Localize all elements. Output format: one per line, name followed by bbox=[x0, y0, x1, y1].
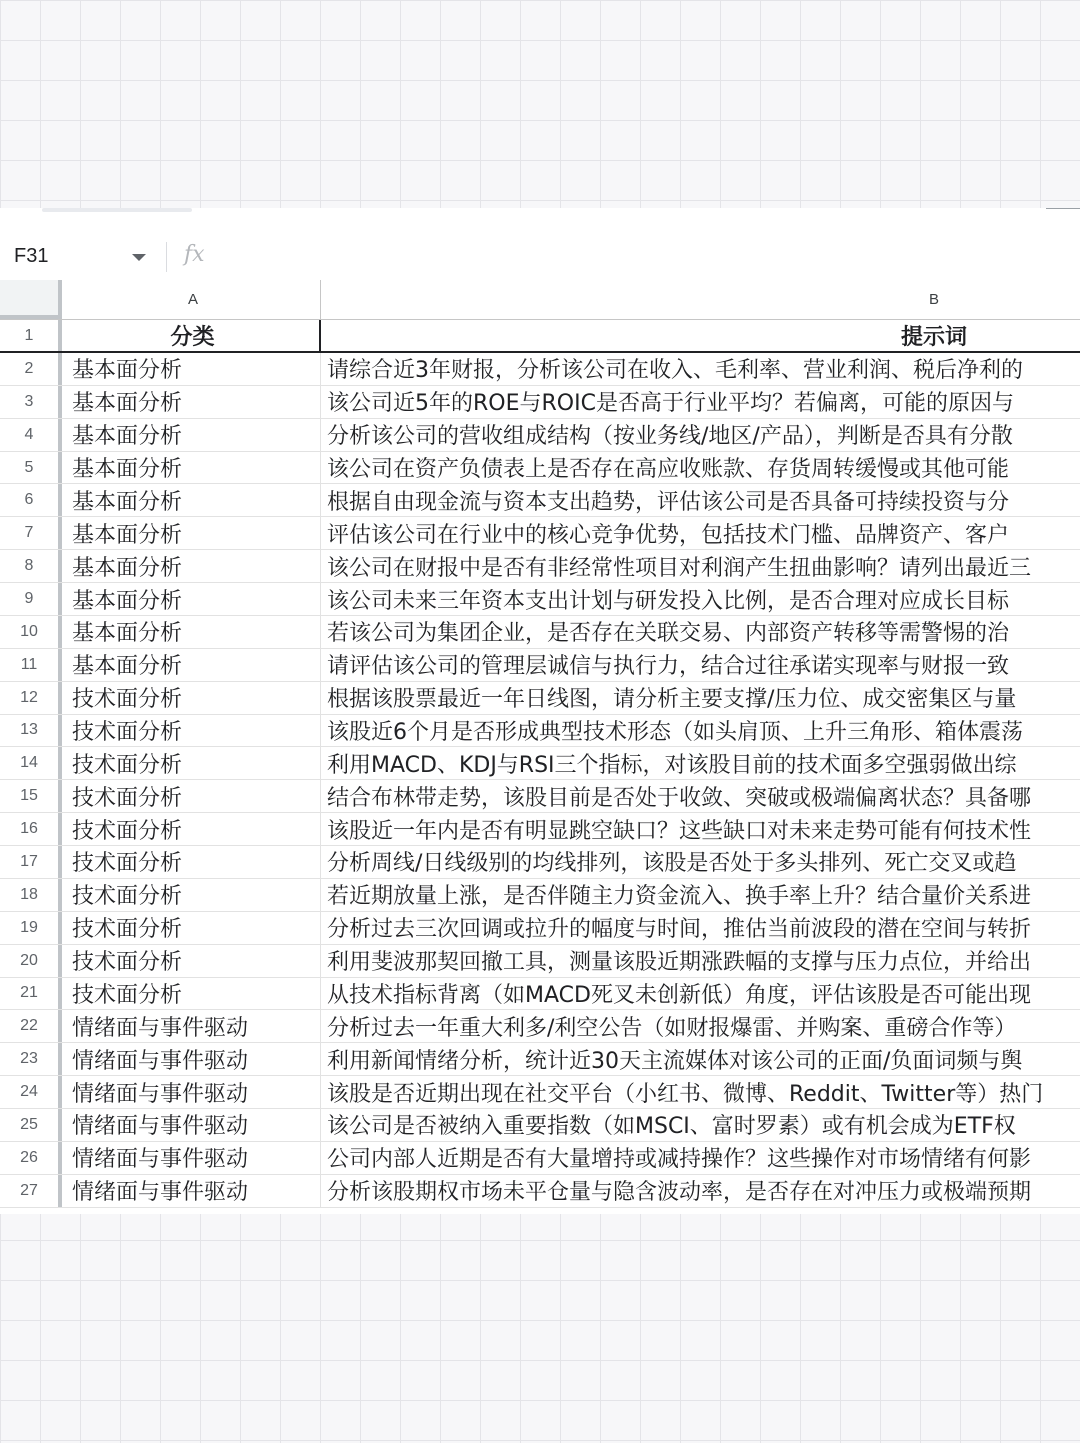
row-number[interactable]: 1 bbox=[0, 320, 62, 351]
cell-category[interactable]: 基本面分析 bbox=[66, 419, 321, 451]
table-row bbox=[0, 1175, 1080, 1208]
cell-category[interactable]: 基本面分析 bbox=[66, 616, 321, 648]
cell-category[interactable]: 技术面分析 bbox=[66, 846, 321, 878]
cell-prompt[interactable]: 结合布林带走势，该股目前是否处于收敛、突破或极端偏离状态？具备哪 bbox=[321, 780, 1080, 812]
table-row bbox=[0, 846, 1080, 879]
table-row bbox=[0, 452, 1080, 485]
cell-category[interactable]: 技术面分析 bbox=[66, 682, 321, 714]
cell-category[interactable]: 技术面分析 bbox=[66, 879, 321, 911]
table-row bbox=[0, 879, 1080, 912]
cell-category[interactable]: 基本面分析 bbox=[66, 484, 321, 516]
toolbar-edge-line bbox=[1046, 208, 1080, 209]
cell-category[interactable]: 情绪面与事件驱动 bbox=[66, 1043, 321, 1075]
top-toolbar-strip bbox=[0, 208, 1080, 234]
column-header-b[interactable]: B bbox=[321, 280, 1080, 319]
formula-bar-divider bbox=[166, 242, 167, 272]
row-number[interactable]: 4 bbox=[0, 419, 62, 451]
table-row bbox=[0, 715, 1080, 748]
cell-prompt[interactable]: 根据该股票最近一年日线图，请分析主要支撑/压力位、成交密集区与量 bbox=[321, 682, 1080, 714]
chevron-down-icon[interactable] bbox=[132, 254, 146, 261]
cell-prompt[interactable]: 该股是否近期出现在社交平台（小红书、微博、Reddit、Twitter等）热门 bbox=[321, 1076, 1080, 1108]
row-number[interactable]: 27 bbox=[0, 1175, 62, 1207]
row-number[interactable]: 19 bbox=[0, 912, 62, 944]
row-number[interactable]: 24 bbox=[0, 1076, 62, 1108]
cell-prompt[interactable]: 利用新闻情绪分析，统计近30天主流媒体对该公司的正面/负面词频与舆 bbox=[321, 1043, 1080, 1075]
row-number[interactable]: 16 bbox=[0, 813, 62, 845]
cell-prompt[interactable]: 若近期放量上涨，是否伴随主力资金流入、换手率上升？结合量价关系进 bbox=[321, 879, 1080, 911]
table-row bbox=[0, 912, 1080, 945]
cell-prompt[interactable]: 该公司未来三年资本支出计划与研发投入比例，是否合理对应成长目标 bbox=[321, 583, 1080, 615]
table-row bbox=[0, 419, 1080, 452]
cell-category[interactable]: 情绪面与事件驱动 bbox=[66, 1076, 321, 1108]
cell-category[interactable]: 技术面分析 bbox=[66, 978, 321, 1010]
row-number[interactable]: 2 bbox=[0, 353, 62, 385]
cell-prompt[interactable]: 分析该股期权市场未平仓量与隐含波动率，是否存在对冲压力或极端预期 bbox=[321, 1175, 1080, 1207]
cell-category[interactable]: 基本面分析 bbox=[66, 583, 321, 615]
header-cell-prompt[interactable]: 提示词 bbox=[321, 320, 1080, 351]
row-number[interactable]: 11 bbox=[0, 649, 62, 681]
table-row bbox=[0, 649, 1080, 682]
cell-category[interactable]: 技术面分析 bbox=[66, 715, 321, 747]
table-row bbox=[0, 780, 1080, 813]
cell-category[interactable]: 基本面分析 bbox=[66, 649, 321, 681]
table-row bbox=[0, 517, 1080, 550]
cell-prompt[interactable]: 请评估该公司的管理层诚信与执行力，结合过往承诺实现率与财报一致 bbox=[321, 649, 1080, 681]
row-number[interactable]: 8 bbox=[0, 550, 62, 582]
table-row bbox=[0, 583, 1080, 616]
fx-icon: fx bbox=[184, 242, 205, 267]
cell-prompt[interactable]: 该股近一年内是否有明显跳空缺口？这些缺口对未来走势可能有何技术性 bbox=[321, 813, 1080, 845]
cell-category[interactable]: 基本面分析 bbox=[66, 353, 321, 385]
row-number[interactable]: 20 bbox=[0, 945, 62, 977]
row-number[interactable]: 14 bbox=[0, 747, 62, 779]
cell-category[interactable]: 情绪面与事件驱动 bbox=[66, 1109, 321, 1141]
row-number[interactable]: 10 bbox=[0, 616, 62, 648]
cell-category[interactable]: 基本面分析 bbox=[66, 550, 321, 582]
cell-prompt[interactable]: 请综合近3年财报，分析该公司在收入、毛利率、营业利润、税后净利的 bbox=[321, 353, 1080, 385]
row-number[interactable]: 6 bbox=[0, 484, 62, 516]
row-number[interactable]: 12 bbox=[0, 682, 62, 714]
cell-category[interactable]: 情绪面与事件驱动 bbox=[66, 1175, 321, 1207]
table-row bbox=[0, 747, 1080, 780]
cell-prompt[interactable]: 分析过去三次回调或拉升的幅度与时间，推估当前波段的潜在空间与转折 bbox=[321, 912, 1080, 944]
cell-prompt[interactable]: 从技术指标背离（如MACD死叉未创新低）角度，评估该股是否可能出现 bbox=[321, 978, 1080, 1010]
table-row bbox=[0, 353, 1080, 386]
cell-prompt[interactable]: 分析该公司的营收组成结构（按业务线/地区/产品），判断是否具有分散 bbox=[321, 419, 1080, 451]
cell-category[interactable]: 情绪面与事件驱动 bbox=[66, 1010, 321, 1042]
header-cell-category[interactable]: 分类 bbox=[66, 320, 321, 351]
row-number[interactable]: 21 bbox=[0, 978, 62, 1010]
column-header-row bbox=[0, 280, 1080, 320]
cell-category[interactable]: 基本面分析 bbox=[66, 386, 321, 418]
table-row bbox=[0, 978, 1080, 1011]
cell-prompt[interactable]: 利用斐波那契回撤工具，测量该股近期涨跌幅的支撑与压力点位，并给出 bbox=[321, 945, 1080, 977]
table-row bbox=[0, 550, 1080, 583]
table-row bbox=[0, 386, 1080, 419]
table-row bbox=[0, 484, 1080, 517]
row-number[interactable]: 23 bbox=[0, 1043, 62, 1075]
table-row bbox=[0, 813, 1080, 846]
row-number[interactable]: 3 bbox=[0, 386, 62, 418]
select-all-corner[interactable] bbox=[0, 280, 62, 319]
toolbar-scroll-indicator bbox=[42, 208, 192, 212]
table-row bbox=[0, 1142, 1080, 1175]
row-number[interactable]: 7 bbox=[0, 517, 62, 549]
cell-category[interactable]: 技术面分析 bbox=[66, 945, 321, 977]
table-row bbox=[0, 945, 1080, 978]
cell-prompt[interactable]: 该公司在资产负债表上是否存在高应收账款、存货周转缓慢或其他可能 bbox=[321, 452, 1080, 484]
formula-bar bbox=[0, 234, 1080, 281]
cell-prompt[interactable]: 分析过去一年重大利多/利空公告（如财报爆雷、并购案、重磅合作等） bbox=[321, 1010, 1080, 1042]
table-row bbox=[0, 682, 1080, 715]
cell-prompt[interactable]: 公司内部人近期是否有大量增持或减持操作？这些操作对市场情绪有何影 bbox=[321, 1142, 1080, 1174]
name-box[interactable]: F31 bbox=[14, 245, 49, 267]
row-number[interactable]: 15 bbox=[0, 780, 62, 812]
row-number[interactable]: 17 bbox=[0, 846, 62, 878]
row-number[interactable]: 5 bbox=[0, 452, 62, 484]
row-number[interactable]: 22 bbox=[0, 1010, 62, 1042]
row-number[interactable]: 13 bbox=[0, 715, 62, 747]
cell-prompt[interactable]: 分析周线/日线级别的均线排列，该股是否处于多头排列、死亡交叉或趋 bbox=[321, 846, 1080, 878]
row-number[interactable]: 26 bbox=[0, 1142, 62, 1174]
cell-category[interactable]: 情绪面与事件驱动 bbox=[66, 1142, 321, 1174]
cell-category[interactable]: 技术面分析 bbox=[66, 780, 321, 812]
cell-prompt[interactable]: 评估该公司在行业中的核心竞争优势，包括技术门槛、品牌资产、客户 bbox=[321, 517, 1080, 549]
table-row bbox=[0, 1109, 1080, 1142]
spreadsheet-window bbox=[0, 208, 1080, 1214]
table-row bbox=[0, 1010, 1080, 1043]
cell-category[interactable]: 技术面分析 bbox=[66, 813, 321, 845]
cell-category[interactable]: 技术面分析 bbox=[66, 912, 321, 944]
cell-prompt[interactable]: 该公司近5年的ROE与ROIC是否高于行业平均？若偏离，可能的原因与 bbox=[321, 386, 1080, 418]
cell-prompt[interactable]: 根据自由现金流与资本支出趋势，评估该公司是否具备可持续投资与分 bbox=[321, 484, 1080, 516]
row-number[interactable]: 9 bbox=[0, 583, 62, 615]
table-row bbox=[0, 1076, 1080, 1109]
cell-prompt[interactable]: 该公司在财报中是否有非经常性项目对利润产生扭曲影响？请列出最近三 bbox=[321, 550, 1080, 582]
row-number[interactable]: 18 bbox=[0, 879, 62, 911]
cell-prompt[interactable]: 利用MACD、KDJ与RSI三个指标，对该股目前的技术面多空强弱做出综 bbox=[321, 747, 1080, 779]
table-row bbox=[0, 1043, 1080, 1076]
row-number[interactable]: 25 bbox=[0, 1109, 62, 1141]
cell-category[interactable]: 技术面分析 bbox=[66, 747, 321, 779]
cell-prompt[interactable]: 该股近6个月是否形成典型技术形态（如头肩顶、上升三角形、箱体震荡 bbox=[321, 715, 1080, 747]
cell-category[interactable]: 基本面分析 bbox=[66, 452, 321, 484]
cell-prompt[interactable]: 该公司是否被纳入重要指数（如MSCI、富时罗素）或有机会成为ETF权 bbox=[321, 1109, 1080, 1141]
table-row bbox=[0, 616, 1080, 649]
column-header-a[interactable]: A bbox=[66, 280, 321, 319]
header-row bbox=[0, 320, 1080, 353]
cell-category[interactable]: 基本面分析 bbox=[66, 517, 321, 549]
cell-prompt[interactable]: 若该公司为集团企业，是否存在关联交易、内部资产转移等需警惕的治 bbox=[321, 616, 1080, 648]
